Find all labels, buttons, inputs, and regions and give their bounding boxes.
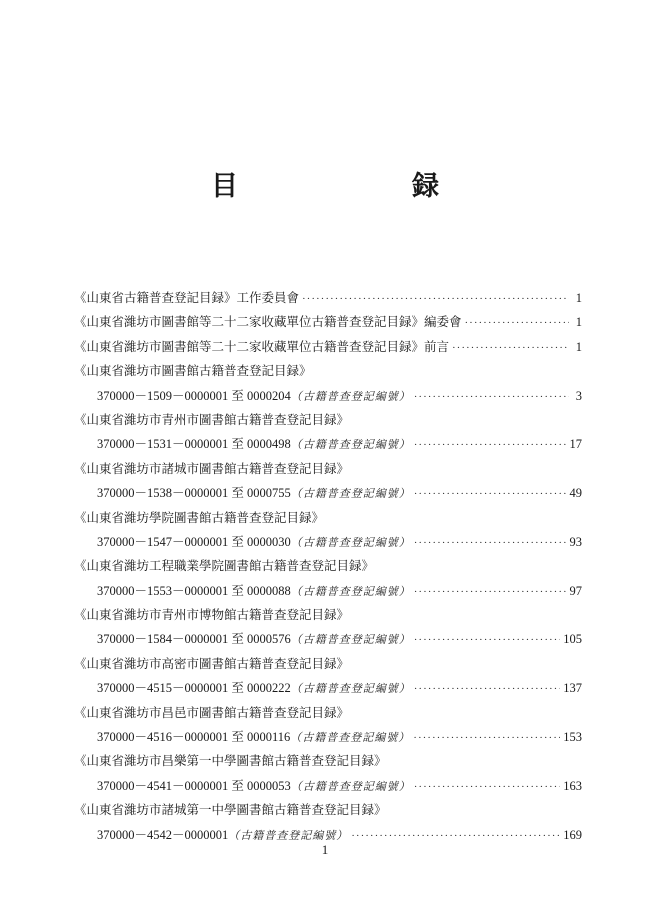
dot-leader xyxy=(414,482,567,506)
toc-entry-note: （古籍普查登記編號） xyxy=(290,536,411,549)
toc-entry-note: （古籍普查登記編號） xyxy=(290,390,411,403)
toc-page-number: 97 xyxy=(569,583,582,598)
toc-entry-title[interactable] xyxy=(74,359,582,383)
toc-entry-title[interactable] xyxy=(74,506,582,530)
toc-entry-range[interactable] xyxy=(74,481,582,505)
toc-page-number: 105 xyxy=(563,632,582,647)
toc-entry-text: 370000－1547－0000001 至 0000030 xyxy=(97,534,291,549)
toc-entry-text: 《山東省濰坊市圖書館等二十二家收藏單位古籍普查登記目録》前言 xyxy=(74,339,450,354)
toc-entry-note: （古籍普查登記編號） xyxy=(290,780,411,793)
toc-entry-range[interactable] xyxy=(74,627,582,651)
toc-entry-title[interactable] xyxy=(74,603,582,627)
toc-page-number: 3 xyxy=(575,388,582,403)
toc-entry-title[interactable] xyxy=(74,701,582,725)
toc-entry-title[interactable] xyxy=(74,457,582,481)
toc-page-number: 153 xyxy=(563,730,582,745)
toc-entry-text: 370000－1531－0000001 至 0000498 xyxy=(97,437,291,452)
toc-entry-text: 370000－1553－0000001 至 0000088 xyxy=(97,583,291,598)
toc-entry-range[interactable] xyxy=(74,579,582,603)
toc-page-number: 93 xyxy=(569,534,582,549)
toc-entry-text: 《山東省濰坊工程職業學院圖書館古籍普查登記目録》 xyxy=(74,559,375,574)
toc-entry-text: 《山東省濰坊市諸城第一中學圖書館古籍普查登記目録》 xyxy=(74,803,387,818)
toc-page-number: 17 xyxy=(569,437,582,452)
dot-leader xyxy=(452,336,569,360)
toc-entry-note: （古籍普查登記編號） xyxy=(290,488,411,501)
toc-page-number: 137 xyxy=(563,681,582,696)
toc-entry-title[interactable] xyxy=(74,749,582,773)
toc-entry-title[interactable] xyxy=(74,408,582,432)
dot-leader xyxy=(413,726,560,750)
toc-entry-title[interactable] xyxy=(74,652,582,676)
dot-leader xyxy=(414,433,567,457)
table-of-contents xyxy=(74,286,582,847)
toc-page-number: 1 xyxy=(575,339,582,354)
toc-entry-text: 《山東省濰坊市昌邑市圖書館古籍普查登記目録》 xyxy=(74,705,350,720)
toc-entry-note: （古籍普查登記編號） xyxy=(290,439,411,452)
toc-entry-range[interactable] xyxy=(74,774,582,798)
dot-leader xyxy=(302,287,569,311)
toc-entry-note: （古籍普查登記編號） xyxy=(228,829,349,842)
toc-entry-range[interactable] xyxy=(74,725,582,749)
dot-leader xyxy=(465,311,569,335)
toc-entry-title[interactable] xyxy=(74,310,582,334)
toc-entry-text: 《山東省濰坊學院圖書館古籍普查登記目録》 xyxy=(74,510,325,525)
toc-entry-note: （古籍普查登記編號） xyxy=(290,683,411,696)
toc-entry-range[interactable] xyxy=(74,530,582,554)
toc-entry-text: 370000－1584－0000001 至 0000576 xyxy=(97,632,291,647)
toc-entry-text: 370000－1538－0000001 至 0000755 xyxy=(97,486,291,501)
toc-entry-text: 370000－4541－0000001 至 0000053 xyxy=(97,778,291,793)
toc-entry-text: 370000－4542－0000001 xyxy=(97,827,229,842)
toc-entry-text: 《山東省濰坊市青州市博物館古籍普查登記目録》 xyxy=(74,608,350,623)
toc-entry-range[interactable] xyxy=(74,676,582,700)
toc-entry-title[interactable] xyxy=(74,335,582,359)
toc-entry-text: 《山東省古籍普查登記目録》工作委員會 xyxy=(74,291,300,305)
toc-entry-text: 《山東省濰坊市青州市圖書館古籍普查登記目録》 xyxy=(74,412,350,427)
page-title: 目 録 xyxy=(211,171,479,201)
dot-leader xyxy=(414,677,560,701)
toc-entry-text: 《山東省濰坊市諸城市圖書館古籍普查登記目録》 xyxy=(74,461,350,476)
page-number: 1 xyxy=(321,842,329,857)
toc-entry-note: （古籍普查登記編號） xyxy=(290,585,411,598)
toc-entry-range[interactable] xyxy=(74,432,582,456)
toc-entry-text: 370000－1509－0000001 至 0000204 xyxy=(97,388,291,403)
toc-entry-title[interactable] xyxy=(74,798,582,822)
dot-leader xyxy=(414,628,560,652)
toc-page-number: 1 xyxy=(575,315,582,330)
toc-entry-text: 《山東省濰坊市高密市圖書館古籍普查登記目録》 xyxy=(74,656,350,671)
toc-entry-note: （古籍普查登記編號） xyxy=(290,732,411,745)
toc-entry-text: 《山東省濰坊市圖書館等二十二家收藏單位古籍普查登記目録》編委會 xyxy=(74,315,462,330)
dot-leader xyxy=(414,775,560,799)
toc-entry-note: （古籍普查登記編號） xyxy=(290,634,411,647)
toc-entry-title[interactable] xyxy=(74,286,582,310)
toc-page-number: 49 xyxy=(569,486,582,501)
toc-page-number: 169 xyxy=(563,827,582,842)
toc-entry-range[interactable] xyxy=(74,384,582,408)
toc-entry-text: 《山東省濰坊市圖書館古籍普查登記目録》 xyxy=(74,364,312,379)
dot-leader xyxy=(414,385,569,409)
toc-entry-text: 370000－4516－0000001 至 0000116 xyxy=(97,730,291,745)
dot-leader xyxy=(414,580,567,604)
toc-page-number: 1 xyxy=(575,291,582,305)
dot-leader xyxy=(414,531,567,555)
toc-entry-text: 《山東省濰坊市昌樂第一中學圖書館古籍普查登記目録》 xyxy=(74,754,387,769)
toc-entry-title[interactable] xyxy=(74,554,582,578)
toc-entry-text: 370000－4515－0000001 至 0000222 xyxy=(97,681,291,696)
toc-page-number: 163 xyxy=(563,778,582,793)
